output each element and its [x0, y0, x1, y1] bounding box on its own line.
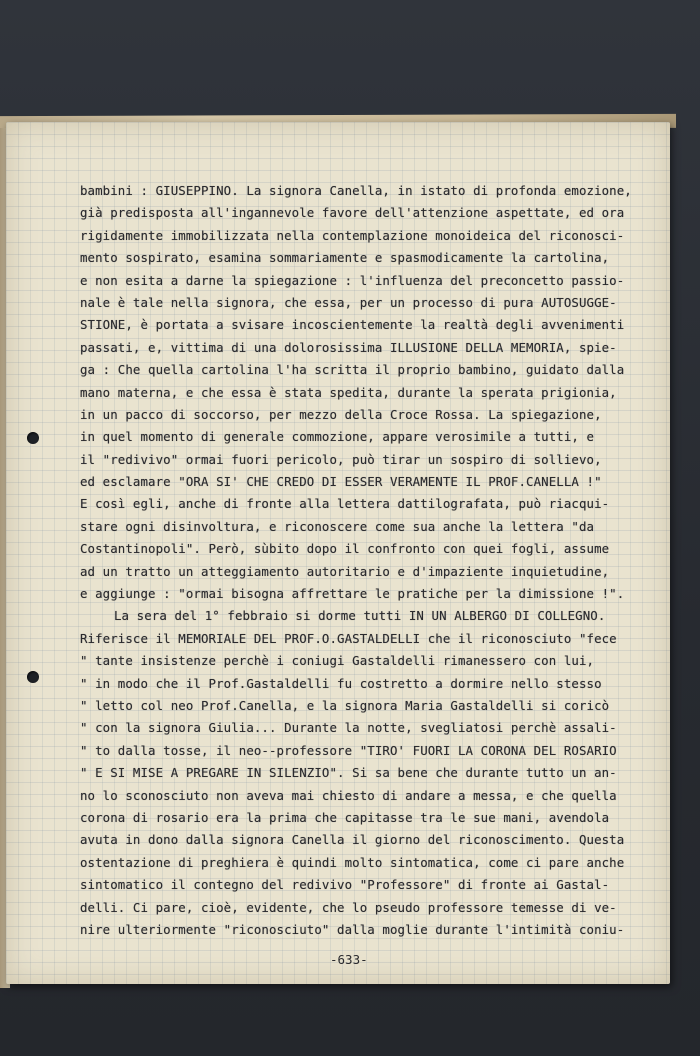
- text-line: delli. Ci pare, cioè, evidente, che lo pseudo professore temesse di ve-: [80, 899, 617, 915]
- text-line: " to dalla tosse, il neo--professore "TIRO' FUORI LA CORONA DEL ROSARIO: [80, 742, 617, 758]
- text-line: STIONE, è portata a svisare incoscientemente la realtà degli avvenimenti: [80, 317, 625, 333]
- text-line: in un pacco di soccorso, per mezzo della Croce Rossa. La spiegazione,: [80, 406, 602, 422]
- text-line: mano materna, e che essa è stata spedita, durante la sperata prigionia,: [80, 384, 617, 400]
- text-line: bambini : GIUSEPPINO. La signora Canella, in istato di profonda emozione,: [80, 183, 632, 198]
- text-line: ostentazione di preghiera è quindi molto sintomatica, come ci pare anche: [80, 854, 625, 870]
- text-line: Costantinopoli". Però, sùbito dopo il confronto con quei fogli, assume: [80, 541, 610, 557]
- text-line: avuta in dono dalla signora Canella il giorno del riconoscimento. Questa: [80, 832, 625, 848]
- text-line: " in modo che il Prof.Gastaldelli fu costretto a dormire nello stesso: [80, 675, 602, 691]
- text-line: mento sospirato, esamina sommariamente e spasmodicamente la cartolina,: [80, 250, 610, 266]
- text-line: e non esita a darne la spiegazione : l'influenza del preconcetto passio-: [80, 272, 625, 288]
- text-line: " letto col neo Prof.Canella, e la signora Maria Gastaldelli si coricò: [80, 697, 610, 713]
- text-line: il "redivivo" ormai fuori pericolo, può tirar un sospiro di sollievo,: [80, 451, 602, 467]
- binder-hole: [27, 671, 39, 683]
- text-line: e aggiunge : "ormai bisogna affrettare le pratiche per la dimissione !".: [80, 586, 625, 602]
- text-line: rigidamente immobilizzata nella contemplazione monoideica del riconosci-: [80, 227, 625, 243]
- text-line: stare ogni disinvoltura, e riconoscere come sua anche la lettera "da: [80, 518, 595, 534]
- text-line: ed esclamare "ORA SI' CHE CREDO DI ESSER VERAMENTE IL PROF.CANELLA !": [80, 474, 602, 490]
- text-line: in quel momento di generale commozione, appare verosimile a tutti, e: [80, 429, 595, 445]
- text-line: sintomatico il contegno del redivivo "Professore" di fronte ai Gastal-: [80, 877, 610, 893]
- paragraph-start-line: La sera del 1° febbraio si dorme tutti IN UN ALBERGO DI COLLEGNO.: [114, 608, 606, 624]
- text-line: " tante insistenze perchè i coniugi Gastaldelli rimanessero con lui,: [80, 653, 595, 669]
- text-line: ad un tratto un atteggiamento autoritario e d'impaziente inquietudine,: [80, 563, 610, 579]
- text-line: no lo sconosciuto non aveva mai chiesto di andare a messa, e che quella: [80, 787, 617, 803]
- text-line: corona di rosario era la prima che capitasse tra le sue mani, avendola: [80, 809, 610, 825]
- text-line: nale è tale nella signora, che essa, per un processo di pura AUTOSUGGE-: [80, 294, 617, 310]
- text-line: " con la signora Giulia... Durante la notte, svegliatosi perchè assali-: [80, 720, 617, 736]
- text-line: ga : Che quella cartolina l'ha scritta il proprio bambino, guidato dalla: [80, 362, 625, 378]
- text-line: nire ulteriormente "riconosciuto" dalla moglie durante l'intimità coniu-: [80, 921, 625, 937]
- text-line: passati, e, vittima di una dolorosissima ILLUSIONE DELLA MEMORIA, spie-: [80, 339, 617, 355]
- text-line: E così egli, anche di fronte alla lettera dattilografata, può riacqui-: [80, 496, 610, 512]
- text-line: " E SI MISE A PREGARE IN SILENZIO". Si sa bene che durante tutto un an-: [80, 765, 617, 781]
- page-number: -633-: [330, 952, 368, 967]
- text-line: Riferisce il MEMORIALE DEL PROF.O.GASTALDELLI che il riconosciuto "fece: [80, 630, 617, 646]
- page-text: [80, 180, 640, 941]
- binder-hole: [27, 432, 39, 444]
- text-line: già predisposta all'ingannevole favore dell'attenzione aspettate, ed ora: [80, 205, 625, 221]
